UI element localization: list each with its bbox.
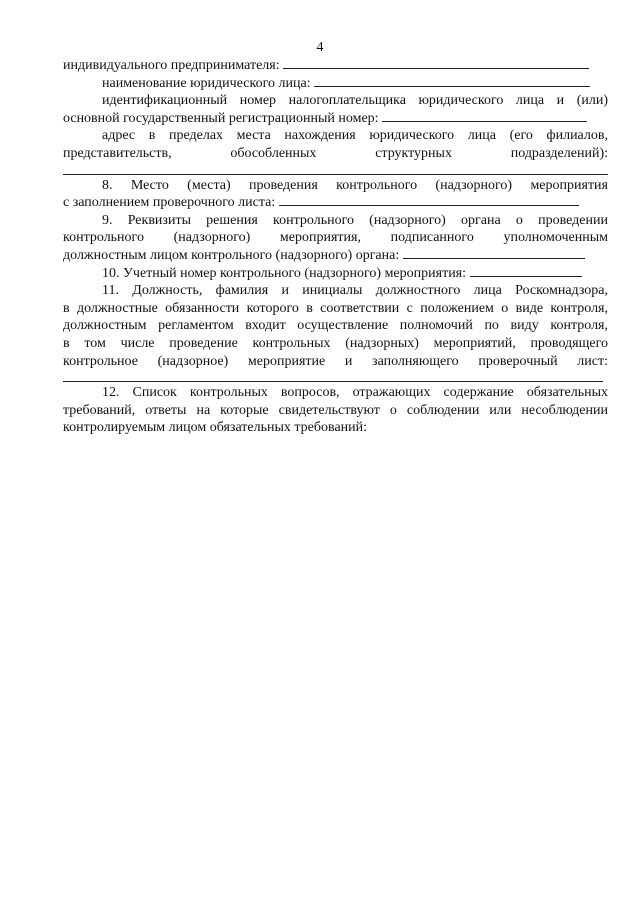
text-line: требований, ответы на которые свидетельствуют о соблюдении или несоблюдении <box>63 402 608 418</box>
field-label: 10. Учетный номер контрольного (надзорного) мероприятия: <box>102 265 467 281</box>
blank-line <box>470 265 582 277</box>
field-legal-entity-name <box>63 75 608 93</box>
blank-line <box>63 370 603 382</box>
text-line: 11. Должность, фамилия и инициалы должностного лица Роскомнадзора, <box>102 283 608 299</box>
blank-line <box>314 75 590 87</box>
text-line: 12. Список контрольных вопросов, отражающих содержание обязательных <box>102 385 608 401</box>
text-line: контролируемым лицом обязательных требований: <box>63 420 368 436</box>
text-line: контрольное (надзорное) мероприятие и заполняющего проверочный лист: <box>63 353 608 369</box>
field-individual-entrepreneur <box>63 57 608 75</box>
text-line: контрольного (надзорного) мероприятия, подписанного уполномоченным <box>63 230 608 246</box>
field-label: должностным лицом контрольного (надзорного) органа: <box>63 247 400 263</box>
document-body <box>63 57 608 437</box>
text-line: адрес в пределах места нахождения юридического лица (его филиалов, <box>102 128 608 144</box>
field-label: с заполнением проверочного листа: <box>63 195 276 211</box>
field-registration-number <box>63 110 608 128</box>
blank-line <box>63 163 608 175</box>
text-line: 9. Реквизиты решения контрольного (надзорного) органа о проведении <box>102 212 608 228</box>
text-line: в том числе проведение контрольных (надзорных) мероприятий, проводящего <box>63 335 608 351</box>
text-line: должностным регламентом входит осуществление полномочий по виду контроля, <box>63 318 608 334</box>
field-record-number <box>63 265 608 283</box>
field-label: наименование юридического лица: <box>102 75 311 91</box>
text-line: в должностные обязанности которого в соответствии с положением о виде контроля, <box>63 300 608 316</box>
field-label: индивидуального предпринимателя: <box>63 58 280 73</box>
page-number: 4 <box>316 40 324 55</box>
blank-line <box>279 194 579 206</box>
text-line: 8. Место (места) проведения контрольного (надзорного) мероприятия <box>102 177 608 193</box>
field-decision-details <box>63 247 608 265</box>
blank-line <box>382 110 587 122</box>
text-line: представительств, обособленных структурных подразделений): <box>63 145 608 161</box>
blank-line <box>403 247 585 259</box>
field-inspection-place <box>63 194 608 212</box>
text-line: идентификационный номер налогоплательщика юридического лица и (или) <box>102 93 608 109</box>
field-label: основной государственный регистрационный номер: <box>63 110 379 126</box>
blank-line <box>283 57 589 69</box>
